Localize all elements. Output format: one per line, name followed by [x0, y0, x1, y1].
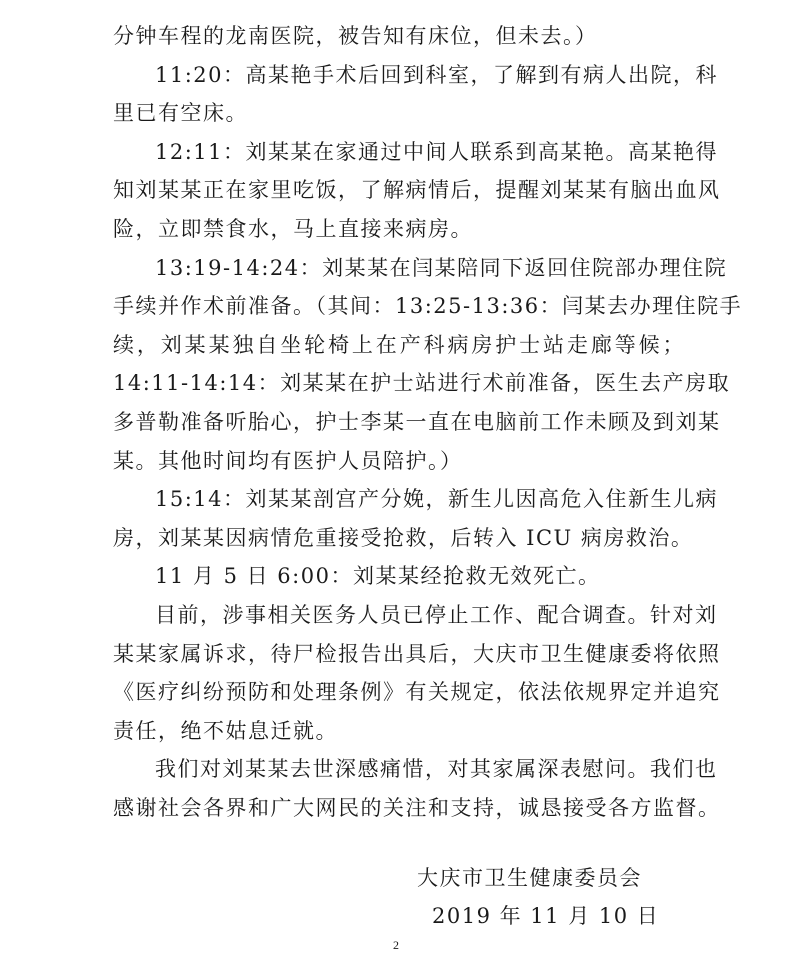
text-line: 某某家属诉求，待尸检报告出具后，大庆市卫生健康委将依照: [113, 641, 721, 666]
text-line: 险，立即禁食水，马上直接来病房。: [113, 216, 473, 241]
text-line: 13:19-14:24：刘某某在闫某陪同下返回住院部办理住院: [155, 255, 728, 280]
text-line: 12:11：刘某某在家通过中间人联系到高某艳。高某艳得: [155, 139, 719, 164]
text-line: 目前，涉事相关医务人员已停止工作、配合调查。针对刘: [155, 602, 718, 627]
text-line: 责任，绝不姑息迁就。: [113, 718, 338, 743]
text-line: 知刘某某正在家里吃饭，了解病情后，提醒刘某某有脑出血风: [113, 178, 721, 203]
text-line: 15:14：刘某某剖宫产分娩，新生儿因高危入住新生儿病: [155, 487, 719, 512]
text-line: 14:11-14:14：刘某某在护士站进行术前准备，医生去产房取: [113, 371, 731, 396]
signature-date: 2019 年 11 月 10 日: [432, 904, 660, 928]
text-line: 分钟车程的龙南医院，被告知有床位，但未去。）: [113, 24, 598, 48]
text-line: 房，刘某某因病情危重接受抢救，后转入 ICU 病房救治。: [113, 525, 694, 550]
document-body: [113, 17, 743, 827]
text-line: 我们对刘某某去世深感痛惜，对其家属深表慰问。我们也: [155, 757, 718, 782]
text-line: 11:20：高某艳手术后回到科室，了解到有病人出院，科: [155, 62, 719, 87]
text-line: 某。其他时间均有医护人员陪护。）: [113, 448, 463, 473]
page-number: 2: [393, 938, 399, 952]
text-line: 多普勒准备听胎心，护士李某一直在电脑前工作未顾及到刘某: [113, 409, 721, 434]
text-line: 续，刘某某独自坐轮椅上在产科病房护士站走廊等候；: [113, 332, 685, 357]
text-line: 里已有空床。: [113, 101, 248, 126]
text-line: 11 月 5 日 6:00：刘某某经抢救无效死亡。: [155, 564, 601, 589]
signature-organization: 大庆市卫生健康委员会: [417, 866, 642, 890]
text-line: 《医疗纠纷预防和处理条例》有关规定，依法依规界定并追究: [113, 680, 721, 705]
text-line: 感谢社会各界和广大网民的关注和支持，诚恳接受各方监督。: [113, 795, 721, 820]
text-line: 手续并作术前准备。（其间：13:25-13:36：闫某去办理住院手: [113, 294, 743, 319]
